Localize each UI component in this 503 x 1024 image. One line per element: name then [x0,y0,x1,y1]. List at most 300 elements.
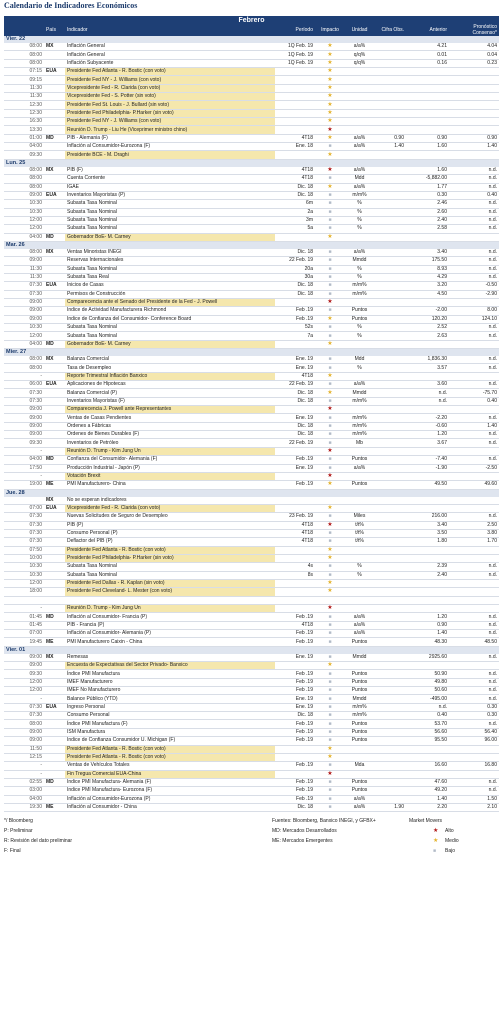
observed-cell [374,728,406,736]
table-row [4,249,499,257]
country-cell [44,728,65,736]
country-cell: EUA [44,703,65,711]
col-header-unit: Unidad [345,25,374,36]
indicator-cell: IGAE [65,183,275,191]
impact-cell [315,563,345,571]
impact-cell [315,59,345,67]
indicator-cell: Índice PMI Manufactura- Alemania (F) [65,778,275,786]
footer-note: R: Revisión del dato preliminar [4,838,73,845]
period-cell [275,406,315,414]
square-gray-icon: ■ [328,332,332,339]
indicator-cell: Índice de Confianza del Consumidor- Conference Board [65,315,275,323]
square-gray-icon: ■ [328,208,332,215]
indicator-cell: Vicepresidente Fed - R. Clarida (con voto) [65,504,275,512]
period-cell [275,472,315,480]
consensus-cell [449,579,499,587]
table-row [4,613,499,621]
observed-cell [374,472,406,480]
table-row [4,504,499,512]
indicator-cell: Presidente Fed Philadelphia- P.Harker (sin voto) [65,554,275,562]
time-cell: 09:30 [4,670,44,678]
country-cell [44,630,65,638]
unit-cell [345,372,374,380]
impact-cell [315,126,345,134]
observed-cell [374,406,406,414]
table-row [4,290,499,298]
unit-cell: Mdd [345,175,374,183]
observed-cell [374,546,406,554]
table-row [4,151,499,159]
unit-cell [345,84,374,92]
unit-cell: q/q% [345,51,374,59]
observed-cell: 1.90 [374,803,406,811]
observed-cell [374,397,406,405]
observed-cell [374,356,406,364]
previous-cell: 2.40 [406,216,449,224]
indicator-cell: Reporte Trimestral Inflación Banxico [65,372,275,380]
table-row [4,101,499,109]
unit-cell [345,109,374,117]
square-gray-icon: ■ [328,670,332,677]
observed-cell [374,93,406,101]
indicator-cell: Inventarios Mayoristas (P) [65,191,275,199]
unit-cell [345,554,374,562]
unit-cell: m/m% [345,191,374,199]
impact-cell [315,175,345,183]
unit-cell: Mmdd [345,654,374,662]
country-cell [44,472,65,480]
previous-cell [406,497,449,505]
impact-cell [315,472,345,480]
consensus-cell: 2.10 [449,803,499,811]
consensus-cell: n.d. [449,456,499,464]
impact-cell [315,340,345,348]
observed-cell: 1.40 [374,143,406,151]
time-cell: 11:30 [4,265,44,273]
time-cell: 09:15 [4,76,44,84]
period-cell: 52s [275,324,315,332]
observed-cell [374,167,406,175]
impact-cell [315,307,345,315]
consensus-cell [449,588,499,596]
country-cell: MD [44,134,65,142]
consensus-cell: n.d. [449,670,499,678]
consensus-cell [449,340,499,348]
col-header-indicator: Indicador [65,25,275,36]
previous-cell: 175.50 [406,257,449,265]
indicator-cell: PMI Manufacturero- China [65,481,275,489]
table-row [4,332,499,340]
country-cell [44,76,65,84]
period-cell [275,233,315,241]
previous-cell: 49.50 [406,481,449,489]
country-cell: MX [44,167,65,175]
consensus-cell: 0.90 [449,134,499,142]
period-cell [275,546,315,554]
period-cell: Dic. 18 [275,282,315,290]
day-row [4,349,499,357]
impact-cell [315,630,345,638]
star-red-icon: ★ [327,447,333,454]
table-row [4,546,499,554]
day-label: Jue. 28 [4,489,499,497]
indicator-cell [65,596,275,604]
country-cell [44,546,65,554]
period-cell: Dic. 18 [275,290,315,298]
time-cell: - [4,372,44,380]
star-yellow-icon: ★ [327,59,333,66]
time-cell: 07:50 [4,546,44,554]
country-cell [44,143,65,151]
period-cell [275,753,315,761]
star-yellow-icon: ★ [327,745,333,752]
star-yellow-icon: ★ [327,101,333,108]
unit-cell: a/a% [345,464,374,472]
impact-cell [315,439,345,447]
indicator-cell: Presidente Fed NY - J. Williams (con voto) [65,76,275,84]
country-cell [44,109,65,117]
impact-cell [315,662,345,670]
unit-cell: m/m% [345,414,374,422]
table-row [4,397,499,405]
impact-cell [315,787,345,795]
time-cell: 10:30 [4,200,44,208]
observed-cell [374,151,406,159]
unit-cell: m/m% [345,703,374,711]
observed-cell [374,249,406,257]
table-row [4,456,499,464]
previous-cell: 50.90 [406,670,449,678]
consensus-cell [449,605,499,613]
unit-cell: % [345,208,374,216]
consensus-cell [449,298,499,306]
previous-cell: 1.40 [406,795,449,803]
period-cell: Feb .19 [275,728,315,736]
observed-cell [374,563,406,571]
previous-cell [406,770,449,778]
observed-cell [374,513,406,521]
observed-cell [374,84,406,92]
unit-cell: a/a% [345,381,374,389]
consensus-cell: 56.40 [449,728,499,736]
table-row [4,134,499,142]
consensus-cell: n.d. [449,787,499,795]
indicator-cell: Presidente Fed Philadelphia- P.Harker (sin voto) [65,109,275,117]
time-cell: 16:30 [4,118,44,126]
month-header: Febrero [4,16,499,25]
country-cell [44,745,65,753]
square-gray-icon: ■ [328,324,332,331]
impact-cell [315,529,345,537]
country-cell: EUA [44,282,65,290]
observed-cell [374,447,406,455]
table-row [4,143,499,151]
consensus-cell [449,151,499,159]
observed-cell [374,298,406,306]
country-cell [44,737,65,745]
unit-cell: t/t% [345,538,374,546]
country-cell: ME [44,638,65,646]
market-movers-legend [409,816,459,856]
indicator-cell: Subasta Tasa Nominal [65,324,275,332]
star-yellow-icon: ★ [327,389,333,396]
indicator-cell: Inflación al Consumidor- Alemania (P) [65,630,275,638]
consensus-cell: n.d. [449,431,499,439]
square-gray-icon: ■ [328,737,332,744]
consensus-cell: n.d. [449,249,499,257]
square-gray-icon: ■ [328,720,332,727]
consensus-cell [449,662,499,670]
table-row [4,118,499,126]
consensus-cell: 8.00 [449,307,499,315]
square-gray-icon: ■ [328,804,332,811]
observed-cell [374,364,406,372]
country-cell [44,571,65,579]
day-row [4,159,499,167]
observed-cell [374,340,406,348]
unit-cell [345,118,374,126]
indicator-cell: PIB (F) [65,167,275,175]
previous-cell [406,340,449,348]
country-cell [44,101,65,109]
consensus-cell [449,118,499,126]
consensus-cell: 0.40 [449,397,499,405]
consensus-cell: n.d. [449,381,499,389]
indicator-cell: Deflactor del PIB (P) [65,538,275,546]
unit-cell: a/a% [345,143,374,151]
period-cell [275,340,315,348]
star-yellow-icon: ★ [327,151,333,158]
period-cell: Dic. 18 [275,249,315,257]
unit-cell: a/a% [345,183,374,191]
square-gray-icon: ■ [328,695,332,702]
period-cell: 22 Feb. 19 [275,439,315,447]
period-cell: Feb .19 [275,315,315,323]
period-cell: 2a [275,208,315,216]
time-cell: 06:00 [4,381,44,389]
square-gray-icon: ■ [328,653,332,660]
indicator-cell: Índice de Confianza Consumidor U. Michigan (F) [65,737,275,745]
indicator-cell: Presidente Fed Atlanta - R. Bostic (con voto) [65,753,275,761]
country-cell: EUA [44,504,65,512]
observed-cell [374,273,406,281]
impact-cell [315,687,345,695]
period-cell: Feb .19 [275,613,315,621]
indicator-cell: Aplicaciones de Hipotecas [65,381,275,389]
consensus-cell: n.d. [449,332,499,340]
indicator-cell: Subasta Tasa Nominal [65,200,275,208]
period-cell [275,76,315,84]
country-cell [44,51,65,59]
time-cell: 11:30 [4,273,44,281]
country-cell [44,439,65,447]
time-cell: 12:00 [4,687,44,695]
consensus-cell: 0.30 [449,712,499,720]
country-cell [44,513,65,521]
unit-cell [345,472,374,480]
col-header-consensus: Pronóstico Consenso* [449,25,499,36]
indicator-cell: Presidente Fed NY - J. Williams (con voto) [65,118,275,126]
unit-cell [345,298,374,306]
time-cell: 07:30 [4,538,44,546]
previous-cell: 2.58 [406,225,449,233]
period-cell: 8s [275,571,315,579]
square-gray-icon: ■ [328,762,332,769]
unit-cell: a/a% [345,630,374,638]
consensus-cell: n.d. [449,208,499,216]
indicator-cell: Consumo Personal (P) [65,529,275,537]
table-row [4,529,499,537]
unit-cell: Puntos [345,678,374,686]
indicator-cell: Gobernador BoE- M. Carney [65,340,275,348]
unit-cell: m/m% [345,422,374,430]
time-cell: 08:00 [4,249,44,257]
square-gray-icon: ■ [328,397,332,404]
consensus-cell [449,233,499,241]
previous-cell: 0.90 [406,134,449,142]
time-cell: 03:00 [4,787,44,795]
unit-cell: % [345,273,374,281]
period-cell [275,770,315,778]
table-row [4,200,499,208]
impact-cell [315,109,345,117]
unit-cell [345,596,374,604]
previous-cell: 0.16 [406,59,449,67]
legend-title: Market Movers [409,818,443,825]
indicator-cell: IMEF No Manufacturero [65,687,275,695]
unit-cell: Puntos [345,728,374,736]
observed-cell [374,579,406,587]
period-cell: Dic. 18 [275,397,315,405]
indicator-cell: Comparecencia ante el Senado del Presidente de la Fed - J. Powell [65,298,275,306]
unit-cell: Puntos [345,307,374,315]
consensus-cell: n.d. [449,678,499,686]
period-cell: Feb .19 [275,630,315,638]
period-cell [275,745,315,753]
table-row [4,464,499,472]
country-cell [44,118,65,126]
time-cell: 11:50 [4,745,44,753]
legend-label: Medio [445,838,459,845]
indicator-cell: Inflación al Consumidor- Francia (P) [65,613,275,621]
consensus-cell: 2.50 [449,521,499,529]
table-row [4,678,499,686]
impact-cell [315,118,345,126]
time-cell: 09:00 [4,414,44,422]
star-yellow-icon: ★ [327,481,333,488]
unit-cell [345,406,374,414]
table-row [4,273,499,281]
observed-cell [374,59,406,67]
square-gray-icon: ■ [328,513,332,520]
country-cell [44,670,65,678]
period-cell [275,662,315,670]
impact-cell [315,753,345,761]
period-cell: 22 Feb. 19 [275,257,315,265]
square-gray-icon: ■ [328,613,332,620]
star-yellow-icon: ★ [327,505,333,512]
period-cell: Feb .19 [275,481,315,489]
country-cell [44,422,65,430]
unit-cell: % [345,200,374,208]
table-row [4,282,499,290]
unit-cell: t/t% [345,521,374,529]
unit-cell: % [345,364,374,372]
indicator-cell: No se esperan indicadores [65,497,275,505]
impact-cell [315,183,345,191]
consensus-cell: 16.80 [449,762,499,770]
consensus-cell: -2.50 [449,464,499,472]
impact-cell [315,265,345,273]
indicator-cell: Índice de Actividad Manufacturera Richmond [65,307,275,315]
indicator-cell: Tasa de Desempleo [65,364,275,372]
table-row [4,472,499,480]
table-row [4,795,499,803]
period-cell: Dic. 18 [275,183,315,191]
period-cell: 4T18 [275,529,315,537]
country-cell [44,298,65,306]
time-cell: 01:45 [4,613,44,621]
consensus-cell [449,109,499,117]
time-cell: 12:30 [4,101,44,109]
consensus-cell: n.d. [449,257,499,265]
time-cell: 10:30 [4,563,44,571]
indicator-cell: Reunión D. Trump - Kim Jung Un [65,447,275,455]
period-cell: 5a [275,225,315,233]
country-cell [44,265,65,273]
observed-cell [374,737,406,745]
time-cell: 08:00 [4,183,44,191]
table-row [4,51,499,59]
star-yellow-icon: ★ [327,555,333,562]
time-cell: 09:30 [4,439,44,447]
indicator-cell: PIB - Alemania (F) [65,134,275,142]
previous-cell [406,447,449,455]
country-cell [44,84,65,92]
period-cell: Feb .19 [275,687,315,695]
impact-cell [315,678,345,686]
country-cell [44,151,65,159]
unit-cell [345,753,374,761]
unit-cell: Mda [345,762,374,770]
time-cell: 09:00 [4,307,44,315]
previous-cell [406,76,449,84]
impact-cell [315,728,345,736]
impact-cell [315,134,345,142]
indicator-cell: Subasta Tasa Nominal [65,208,275,216]
country-cell [44,579,65,587]
star-yellow-icon: ★ [327,51,333,58]
country-cell [44,464,65,472]
table-row [4,93,499,101]
country-cell [44,538,65,546]
star-yellow-icon: ★ [327,580,333,587]
table-row [4,621,499,629]
period-cell [275,126,315,134]
impact-cell [315,778,345,786]
period-cell: Dic. 18 [275,431,315,439]
star-yellow-icon: ★ [327,118,333,125]
table-row [4,265,499,273]
period-cell: Ene. 19 [275,464,315,472]
previous-cell: 1.40 [406,630,449,638]
impact-cell [315,638,345,646]
indicator-cell: PIB - Francia (P) [65,621,275,629]
time-cell: 08:00 [4,364,44,372]
country-cell: MX [44,249,65,257]
impact-cell [315,447,345,455]
country-cell [44,208,65,216]
